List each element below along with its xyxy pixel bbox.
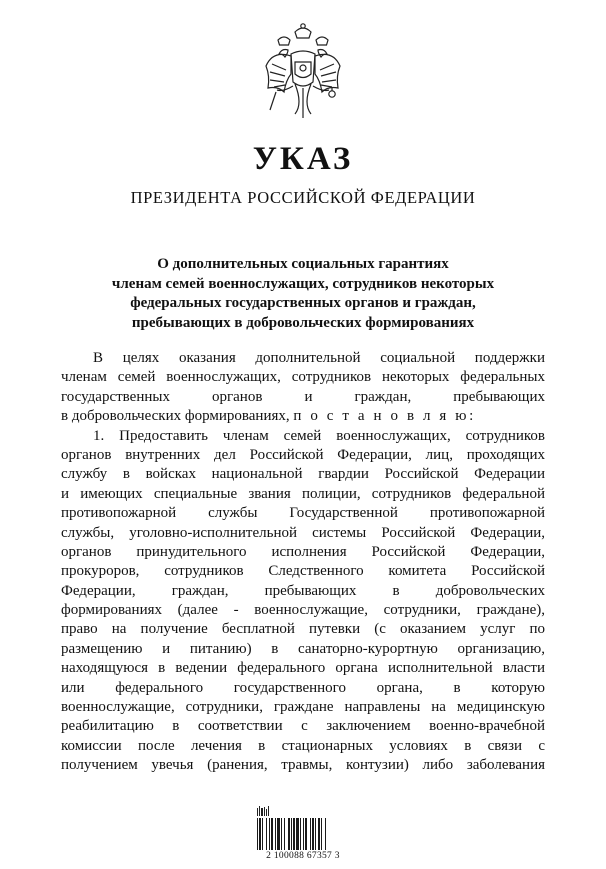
body-line: членам семей военнослужащих, сотрудников некоторых федеральных — [61, 369, 545, 386]
document-type-heading: УКАЗ — [252, 141, 354, 177]
body-line: находящуюся в ведении федерального органа исполнительной власти — [61, 660, 545, 677]
decree-title — [60, 255, 546, 333]
body-line: размещению и питанию) в санаторно-курортную организацию, — [61, 640, 545, 657]
body-line-with-resolution — [61, 407, 545, 426]
body-line: получением увечья (ранения, травмы, контузии) либо заболевания — [61, 757, 545, 774]
body-line: службы, уголовно-исполнительной системы Российской Федерации, — [61, 524, 545, 541]
body-line: органов принудительного исполнения Российской Федерации, — [61, 543, 545, 560]
title-line: О дополнительных социальных гарантиях — [157, 256, 449, 272]
body-line: государственных органов и граждан, пребывающих — [61, 388, 545, 405]
body-line: противопожарной службы Государственной противопожарной — [61, 505, 545, 522]
resolution-word: п о с т а н о в л я ю: — [293, 408, 476, 425]
body-line: органов внутренних дел Российской Федерации, лиц, проходящих — [61, 446, 545, 463]
document-barcode — [253, 806, 353, 864]
barcode-number: 2 100088 67357 3 — [266, 851, 340, 861]
body-line: прокуроров, сотрудников Следственного комитета Российской — [61, 563, 545, 580]
body-line: службу в войсках национальной гвардии Российской Федерации — [61, 466, 545, 483]
barcode-icon — [257, 818, 347, 850]
coat-of-arms-icon — [262, 22, 344, 124]
title-line: членам семей военнослужащих, сотрудников некоторых — [111, 275, 495, 292]
title-line: пребывающих в добровольческих формированиях — [131, 314, 475, 331]
body-line: реабилитацию в соответствии с заключением военно-врачебной — [61, 718, 545, 735]
body-line: Федерации, граждан, пребывающих в добровольческих — [61, 582, 545, 599]
issuer-heading: ПРЕЗИДЕНТА РОССИЙСКОЙ ФЕДЕРАЦИИ — [130, 188, 476, 207]
body-line: или федерального государственного органа, в которую — [61, 679, 545, 696]
body-line: военнослужащие, сотрудники, граждане направлены на медицинскую — [61, 699, 545, 716]
body-line: 1. Предоставить членам семей военнослужащих, сотрудников — [93, 427, 545, 444]
body-line: право на получение бесплатной путевки (с оказанием услуг по — [61, 621, 545, 638]
body-line: В целях оказания дополнительной социальной поддержки — [93, 350, 545, 366]
body-line: комиссии после лечения в стационарных условиях в связи с — [61, 737, 545, 754]
barcode-small-mark-icon — [257, 806, 269, 816]
title-line: федеральных государственных органов и граждан, — [130, 295, 476, 311]
decree-body — [61, 349, 545, 776]
body-line-start: в добровольческих формированиях, — [61, 408, 290, 425]
body-line: формированиях (далее - военнослужащие, сотрудники, граждане), — [61, 602, 545, 619]
body-line: и имеющих специальные звания полиции, сотрудников федеральной — [61, 485, 545, 502]
